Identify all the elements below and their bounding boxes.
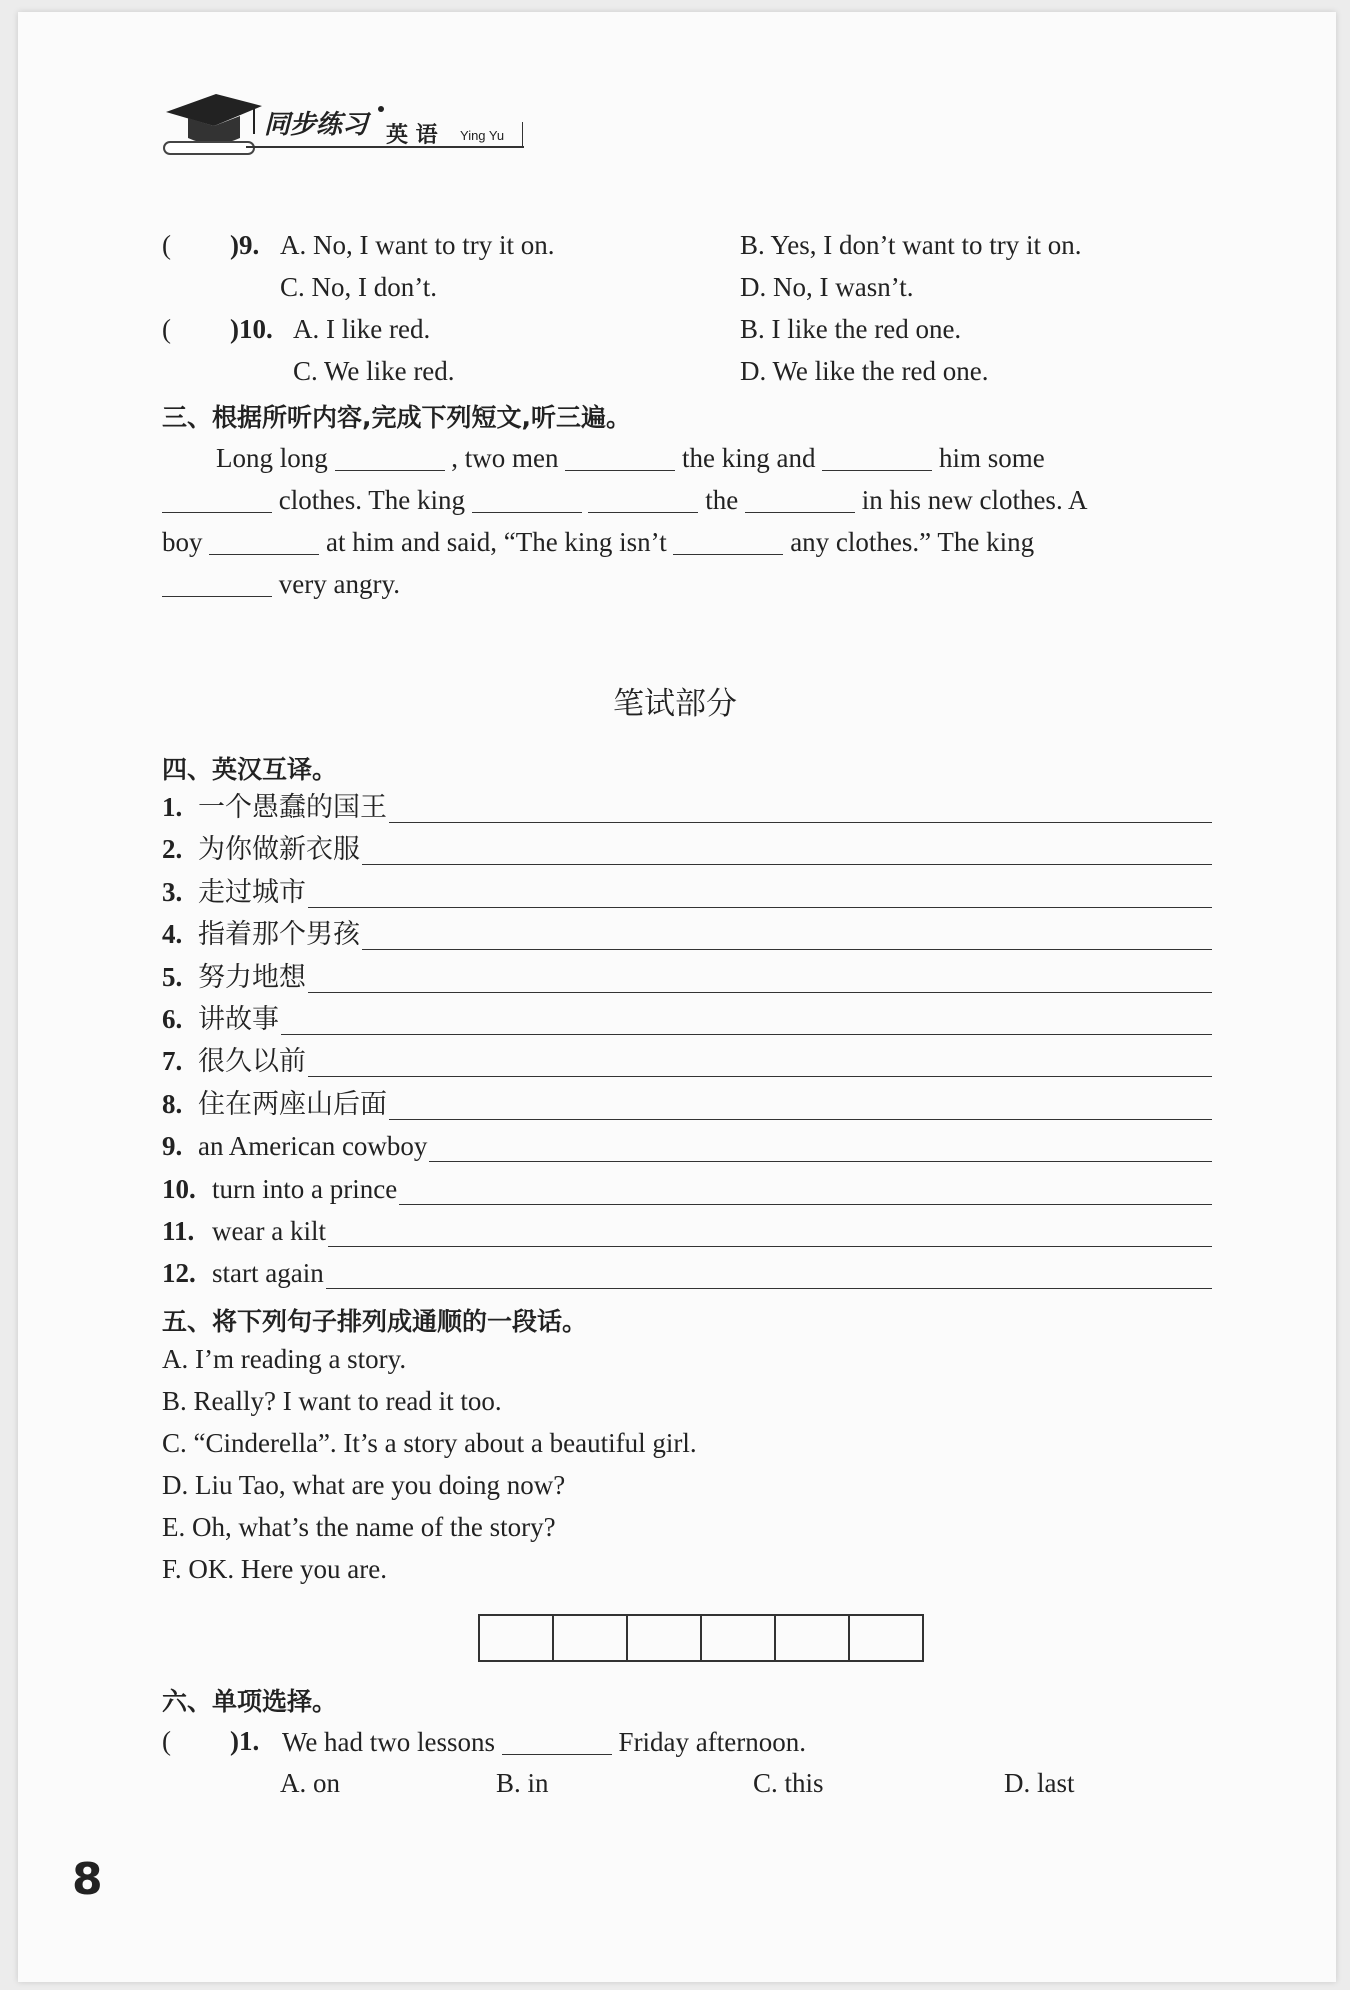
sentence-option: B. Really? I want to read it too. xyxy=(162,1386,502,1416)
translation-item-prompt: an American cowboy xyxy=(198,1131,428,1162)
passage-line-3 xyxy=(162,528,1034,556)
mc-q1-stem xyxy=(282,1728,806,1756)
translation-item-number: 5. xyxy=(162,961,183,992)
q10-option-b: B. I like the red one. xyxy=(740,314,962,344)
header-underline xyxy=(246,146,524,148)
translation-item-number: 10. xyxy=(162,1173,196,1204)
passage-text: boy xyxy=(162,527,203,557)
q10-paren: ( xyxy=(162,314,171,344)
q9-paren: ( xyxy=(162,230,171,260)
translation-answer-line[interactable] xyxy=(362,949,1212,950)
passage-line-1 xyxy=(216,444,1045,472)
order-answer-boxes xyxy=(478,1614,924,1662)
order-box[interactable] xyxy=(554,1616,628,1660)
sentence-option: E. Oh, what’s the name of the story? xyxy=(162,1512,556,1542)
passage-blank[interactable] xyxy=(565,444,675,471)
passage-blank[interactable] xyxy=(472,486,582,513)
mc-q1-stem-after: Friday afternoon. xyxy=(618,1727,806,1757)
graduation-cap-icon xyxy=(158,82,268,162)
mc-q1-option-b: B. in xyxy=(496,1768,549,1798)
passage-text: clothes. The king xyxy=(278,485,465,515)
mc-q1-option-a: A. on xyxy=(280,1768,340,1798)
translation-item-number: 8. xyxy=(162,1088,183,1119)
mc-q1-number: )1. xyxy=(230,1726,260,1756)
translation-item-number: 2. xyxy=(162,834,183,865)
translation-item-number: 1. xyxy=(162,792,183,822)
worksheet-page xyxy=(18,12,1336,1982)
translation-item-prompt: 为你做新衣服 xyxy=(198,834,360,865)
q9-option-b: B. Yes, I don’t want to try it on. xyxy=(740,230,1082,260)
translation-answer-line[interactable] xyxy=(328,1246,1212,1247)
q9-option-c: C. No, I don’t. xyxy=(280,272,438,302)
subject-pinyin: Ying Yu xyxy=(460,128,505,143)
translation-item-prompt: wear a kilt xyxy=(212,1216,326,1246)
passage-blank[interactable] xyxy=(209,528,319,555)
translation-item-number: 7. xyxy=(162,1046,183,1077)
order-box[interactable] xyxy=(480,1616,554,1660)
mc-q1-option-c: C. this xyxy=(753,1768,824,1798)
passage-text: in his new clothes. A xyxy=(861,485,1088,515)
translation-item-number: 3. xyxy=(162,876,183,907)
translation-item-prompt: 指着那个男孩 xyxy=(198,919,360,950)
translation-item-number: 12. xyxy=(162,1258,196,1289)
sentence-option: F. OK. Here you are. xyxy=(162,1554,388,1584)
translation-answer-line[interactable] xyxy=(429,1161,1212,1162)
translation-answer-line[interactable] xyxy=(362,864,1212,865)
section5-heading: 五、将下列句子排列成通顺的一段话。 xyxy=(162,1307,588,1336)
translation-item-number: 6. xyxy=(162,1004,183,1034)
header-bracket xyxy=(522,122,523,146)
translation-answer-line[interactable] xyxy=(308,1076,1212,1077)
mc-q1-stem-before: We had two lessons xyxy=(282,1727,496,1757)
mc-q1-option-d: D. last xyxy=(1004,1768,1075,1798)
written-part-title: 笔试部分 xyxy=(613,686,737,722)
book-series-title: 同步练习 xyxy=(264,110,369,140)
passage-text: , two men xyxy=(451,443,559,473)
passage-line-4 xyxy=(162,570,400,598)
passage-text: the xyxy=(705,485,739,515)
translation-item-prompt: 住在两座山后面 xyxy=(198,1088,387,1119)
sentence-option: A. I’m reading a story. xyxy=(162,1344,407,1374)
order-box[interactable] xyxy=(850,1616,922,1660)
mc-q1-paren: ( xyxy=(162,1726,171,1756)
order-box[interactable] xyxy=(776,1616,850,1660)
translation-answer-line[interactable] xyxy=(281,1034,1212,1035)
translation-answer-line[interactable] xyxy=(326,1288,1212,1289)
section6-heading: 六、单项选择。 xyxy=(162,1687,338,1716)
translation-answer-line[interactable] xyxy=(389,822,1212,823)
q10-option-c: C. We like red. xyxy=(293,356,455,386)
passage-text: any clothes.” The king xyxy=(790,527,1035,557)
passage-text: very angry. xyxy=(278,569,400,599)
passage-blank[interactable] xyxy=(162,570,272,597)
translation-item-prompt: 一个愚蠢的国王 xyxy=(198,792,387,822)
translation-item-number: 9. xyxy=(162,1131,183,1162)
section3-heading: 三、根据所听内容,完成下列短文,听三遍。 xyxy=(162,403,631,432)
sentence-option: C. “Cinderella”. It’s a story about a beautiful girl. xyxy=(162,1428,697,1458)
q9-number: )9. xyxy=(230,230,260,260)
translation-answer-line[interactable] xyxy=(308,992,1212,993)
passage-line-2 xyxy=(162,486,1087,514)
translation-answer-line[interactable] xyxy=(399,1204,1212,1205)
translation-item-prompt: start again xyxy=(212,1258,324,1289)
passage-blank[interactable] xyxy=(673,528,783,555)
mc-q1-blank[interactable] xyxy=(502,1728,612,1755)
translation-answer-line[interactable] xyxy=(389,1119,1212,1120)
q10-option-a: A. I like red. xyxy=(293,314,431,344)
passage-text: Long long xyxy=(216,443,328,473)
passage-text: the king and xyxy=(682,443,816,473)
order-box[interactable] xyxy=(628,1616,702,1660)
section4-heading: 四、英汉互译。 xyxy=(162,755,338,784)
translation-item-number: 11. xyxy=(162,1216,195,1246)
translation-item-number: 4. xyxy=(162,919,183,950)
passage-blank[interactable] xyxy=(588,486,698,513)
page-number: 8 xyxy=(72,1854,103,1905)
translation-answer-line[interactable] xyxy=(308,907,1212,908)
subject-label: 英 语 xyxy=(386,123,438,148)
passage-blank[interactable] xyxy=(162,486,272,513)
passage-blank[interactable] xyxy=(822,444,932,471)
passage-text: at him and said, “The king isn’t xyxy=(326,527,667,557)
header-dot xyxy=(378,106,384,112)
translation-item-prompt: turn into a prince xyxy=(212,1173,398,1204)
translation-item-prompt: 讲故事 xyxy=(198,1004,279,1034)
q9-option-d: D. No, I wasn’t. xyxy=(740,272,914,302)
translation-item-prompt: 很久以前 xyxy=(198,1046,306,1077)
translation-item-prompt: 走过城市 xyxy=(198,876,306,907)
q9-option-a: A. No, I want to try it on. xyxy=(280,230,555,260)
passage-blank[interactable] xyxy=(745,486,855,513)
passage-blank[interactable] xyxy=(335,444,445,471)
q10-option-d: D. We like the red one. xyxy=(740,356,989,386)
passage-text: him some xyxy=(938,443,1045,473)
q10-number: )10. xyxy=(230,314,273,344)
sentence-option: D. Liu Tao, what are you doing now? xyxy=(162,1470,566,1500)
order-box[interactable] xyxy=(702,1616,776,1660)
translation-item-prompt: 努力地想 xyxy=(198,961,306,992)
